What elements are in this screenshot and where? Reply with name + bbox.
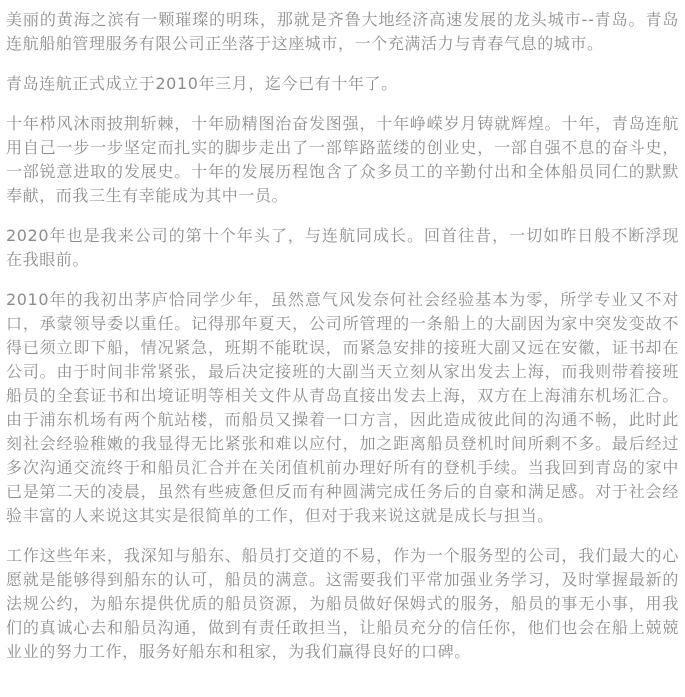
paragraph-service-philosophy: 工作这些年来，我深知与船东、船员打交道的不易，作为一个服务型的公司，我们最大的心愿就是能够得到船东的认可，船员的满意。这需要我们平常加强业务学习，及时掌握最新的法规公约，为船东提供优质的船员资源，为船员做好保姆式的服务，船员的事无小事，用我们的真诚心去和船员沟通，做到有责任敢担当，让船员充分的信任你，他们也会在船上兢兢业业的努力工作，服务好船东和租家，为我们赢得良好的口碑。 xyxy=(6,546,679,661)
paragraph-ten-years-history: 十年栉风沐雨披荆斩棘，十年励精图治奋发图强，十年峥嵘岁月铸就辉煌。十年，青岛连航用自己一步一步坚定而扎实的脚步走出了一部筚路蓝缕的创业史，一部自强不息的奋斗史，一部锐意进取的发展史。十年的发展历程饱含了众多员工的辛勤付出和全体船员同仁的默默奉献，而我三生有幸能成为其中一员。 xyxy=(6,114,679,205)
paragraph-2010-story: 2010年的我初出茅庐恰同学少年，虽然意气风发奈何社会经验基本为零，所学专业又不对口，承蒙领导委以重任。记得那年夏天，公司所管理的一条船上的大副因为家中突发变故不得已须立即下船，情况紧急，班期不能耽误，而紧急安排的接班大副又远在安徽，证书却在公司。由于时间非常紧张，最后决定接班的大副当天立刻从家出发去上海，而我则带着接班船员的全套证书和出境证明等相关文件从青岛直接出发去上海，双方在上海浦东机场汇合。由于浦东机场有两个航站楼，而船员又操着一口方言，因此造成彼此间的沟通不畅，此时此刻社会经验稚嫩的我显得无比紧张和难以应付，加之距离船员登机时间所剩不多。最后经过多次沟通交流终于和船员汇合并在关闭值机前办理好所有的登机手续。当我回到青岛的家中已是第二天的凌晨，虽然有些疲惫但反而有种圆满完成任务后的自豪和满足感。对于社会经验丰富的人来说这其实是很简单的工作，但对于我来说这就是成长与担当。 xyxy=(6,290,679,525)
paragraph-intro-city: 美丽的黄海之滨有一颗璀璨的明珠，那就是齐鲁大地经济高速发展的龙头城市--青岛。青岛连航船舶管理服务有限公司正坐落于这座城市，一个充满活力与青春气息的城市。 xyxy=(6,10,679,53)
document-body xyxy=(6,8,679,664)
paragraph-my-tenth-year: 2020年也是我来公司的第十个年头了，与连航同成长。回首往昔，一切如昨日般不断浮现在我眼前。 xyxy=(6,226,679,269)
paragraph-company-founded: 青岛连航正式成立于2010年三月，迄今已有十年了。 xyxy=(6,74,398,93)
